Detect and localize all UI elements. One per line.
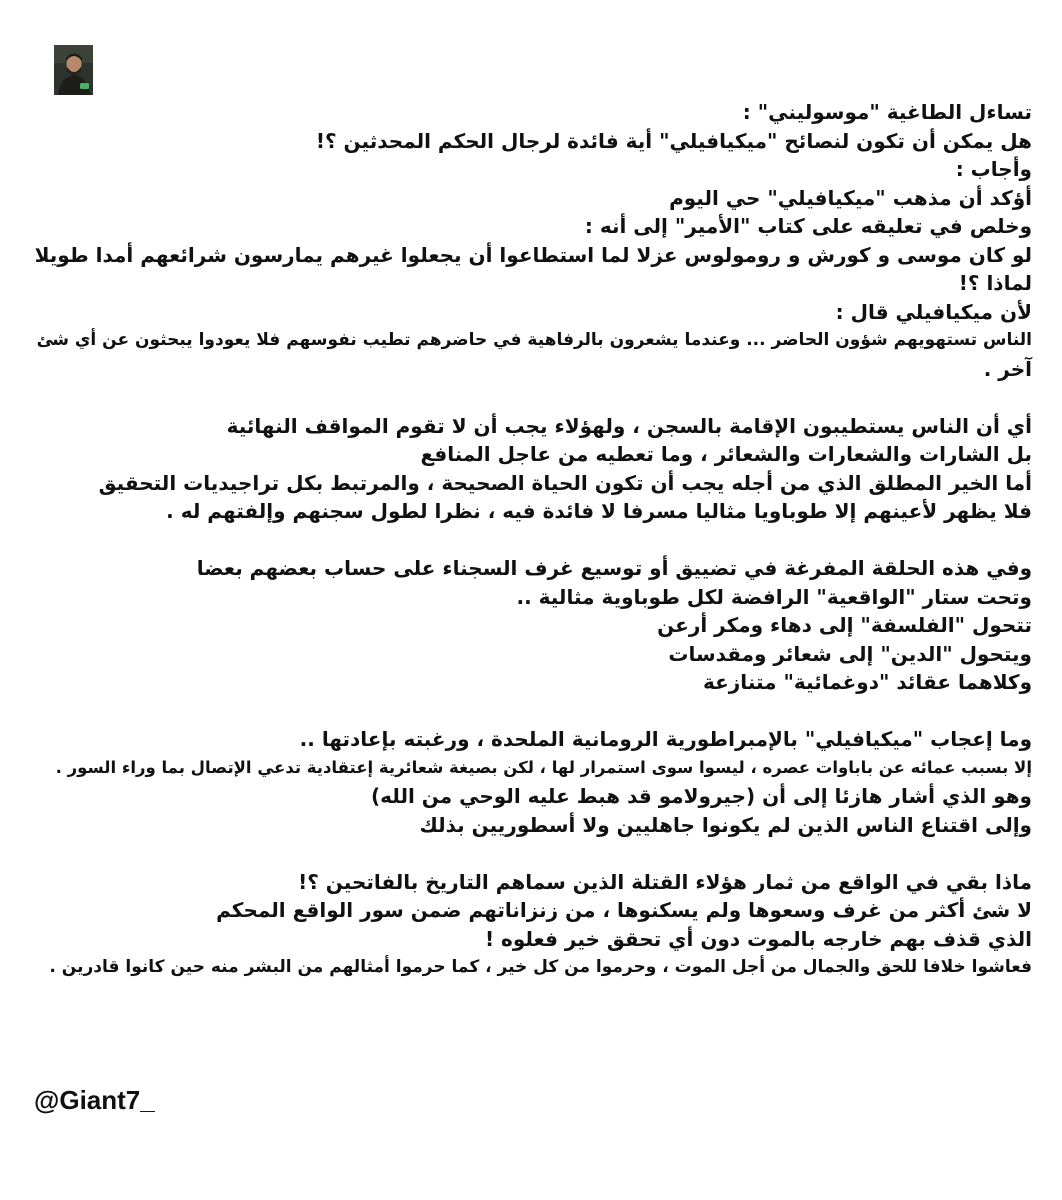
- blank-line: [28, 383, 1032, 412]
- author-avatar[interactable]: [54, 45, 93, 95]
- post-line: لا شئ أكثر من غرف وسعوها ولم يسكنوها ، من زنزاناتهم ضمن سور الواقع المحكم: [216, 898, 1032, 922]
- post-line: وفي هذه الحلقة المفرغة في تضييق أو توسيع غرف السجناء على حساب بعضهم بعضا: [196, 556, 1032, 580]
- post-line: وهو الذي أشار هازئا إلى أن (جيرولامو قد هبط عليه الوحي من الله): [371, 784, 1032, 808]
- post-line: وإلى اقتناع الناس الذين لم يكونوا جاهليين ولا أسطوريين بذلك: [419, 812, 1032, 837]
- post-line: الناس تستهويهم شؤون الحاضر ... وعندما يشعرون بالرفاهية في حاضرهم تطيب نفوسهم فلا يعودوا يبحثون عن أي شئ: [36, 330, 1032, 350]
- post-text: [28, 98, 1032, 982]
- post-line: فلا يظهر لأعينهم إلا طوباويا مثاليا مسرفا لا فائدة فيه ، نظرا لطول سجنهم وإلفتهم له .: [166, 499, 1032, 523]
- post-line: لماذا ؟!: [958, 271, 1032, 295]
- post-line: ماذا بقي في الواقع من ثمار هؤلاء القتلة الذين سماهم التاريخ بالفاتحين ؟!: [298, 869, 1032, 894]
- post-line: وتحت ستار "الواقعية" الرافضة لكل طوباوية مثالية ..: [516, 584, 1032, 609]
- post-line: هل يمكن أن تكون لنصائح "ميكيافيلي" أية فائدة لرجال الحكم المحدثين ؟!: [315, 128, 1032, 153]
- post-line: الذي قذف بهم خارجه بالموت دون أي تحقق خير فعلوه !: [484, 926, 1032, 951]
- post-line: لأن ميكيافيلي قال :: [835, 299, 1032, 324]
- post-line: وخلص في تعليقه على كتاب "الأمير" إلى أنه :: [584, 214, 1032, 238]
- post-line: إلا بسبب عمائه عن باباوات عصره ، ليسوا سوى استمرار لها ، لكن بصيغة شعائرية إعتقادية تدعي الإتصال بما وراء السور .: [55, 757, 1032, 777]
- post-line: ويتحول "الدين" إلى شعائر ومقدسات: [668, 641, 1032, 666]
- post-line: تتحول "الفلسفة" إلى دهاء ومكر أرعن: [657, 613, 1032, 637]
- post-line: وأجاب :: [955, 157, 1032, 181]
- post-line: أؤكد أن مذهب "ميكيافيلي" حي اليوم: [669, 185, 1032, 210]
- blank-line: [28, 697, 1032, 726]
- profile-photo-icon: [54, 45, 93, 95]
- post-line: أي أن الناس يستطيبون الإقامة بالسجن ، ولهؤلاء يجب أن لا تقوم المواقف النهائية: [226, 413, 1032, 438]
- post-line: وما إعجاب "ميكيافيلي" بالإمبراطورية الرومانية الملحدة ، ورغبته بإعادتها ..: [299, 727, 1032, 751]
- blank-line: [28, 839, 1032, 868]
- post-line: آخر .: [983, 356, 1032, 381]
- post-line: فعاشوا خلافا للحق والجمال من أجل الموت ، وحرموا من كل خير ، كما حرموا أمثالهم من البشر منه حين كانوا قادرين .: [49, 957, 1032, 977]
- post-line: أما الخير المطلق الذي من أجله يجب أن تكون الحياة الصحيحة ، والمرتبط بكل تراجيديات التحقيق: [98, 470, 1032, 495]
- author-handle: @Giant7_: [34, 1085, 155, 1115]
- post-line: وكلاهما عقائد "دوغمائية" متنازعة: [703, 670, 1032, 694]
- post-line: تساءل الطاغية "موسوليني" :: [742, 100, 1032, 124]
- post-line: لو كان موسى و كورش و رومولوس عزلا لما استطاعوا أن يجعلوا غيرهم يمارسون شرائعهم أمدا طويلا: [34, 242, 1032, 267]
- blank-line: [28, 526, 1032, 555]
- post-line: بل الشارات والشعارات والشعائر ، وما تعطيه من عاجل المنافع: [420, 442, 1032, 466]
